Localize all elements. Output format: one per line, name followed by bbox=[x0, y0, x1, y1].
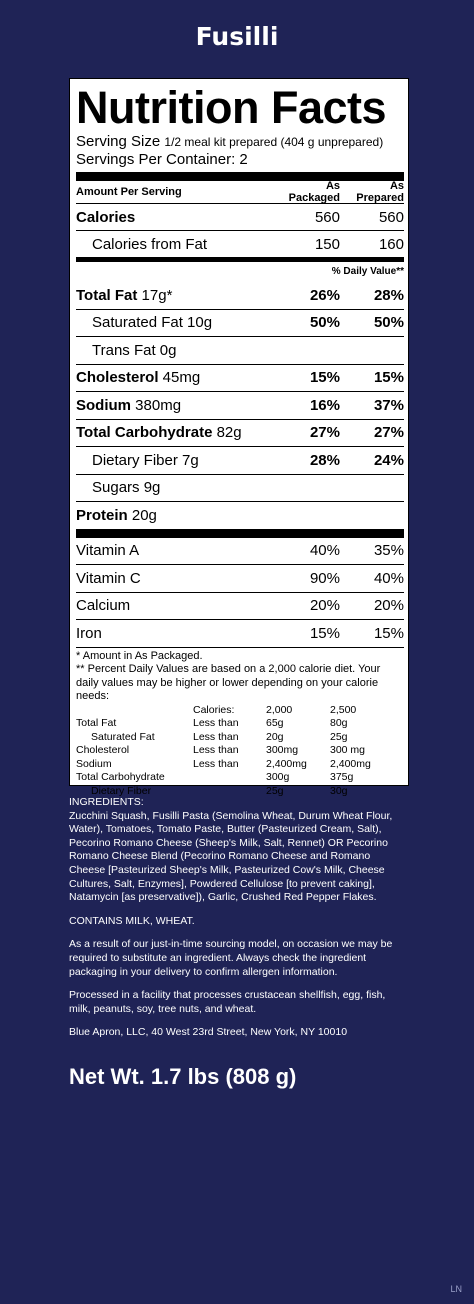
calories-fat-row bbox=[76, 230, 404, 257]
nutrition-facts-heading: Nutrition Facts bbox=[76, 82, 387, 133]
facility-note: Processed in a facility that processes crustacean shellfish, egg, fish, milk, peanuts, soy, tree nuts, and wheat. bbox=[69, 989, 386, 1015]
daily-values-cell: Less than bbox=[193, 744, 239, 757]
nutrient-amount: 10g bbox=[182, 314, 213, 332]
company-address: Blue Apron, LLC, 40 West 23rd Street, New York, NY 10010 bbox=[69, 1026, 348, 1039]
nutrient-label: Sugars bbox=[92, 479, 140, 497]
nutrient-name bbox=[76, 369, 272, 386]
nutrient-prepared-dv: 24% bbox=[373, 451, 404, 469]
nutrient-packaged-dv: 26% bbox=[309, 286, 340, 304]
daily-values-cell: Saturated Fat bbox=[91, 730, 155, 743]
daily-values-table bbox=[76, 704, 404, 799]
vitamin-row bbox=[76, 538, 404, 565]
nutrient-row bbox=[76, 309, 404, 337]
corner-mark: LN bbox=[450, 1284, 462, 1294]
nutrient-packaged-dv: 50% bbox=[309, 314, 340, 332]
vitamin-name: Vitamin C bbox=[76, 569, 141, 587]
nutrient-name bbox=[76, 314, 272, 331]
vitamin-prepared: 15% bbox=[373, 624, 404, 642]
nutrient-packaged-dv: 16% bbox=[309, 396, 340, 414]
amount-header bbox=[76, 181, 404, 203]
daily-value-header: % Daily Value** bbox=[331, 266, 404, 277]
nutrient-label: Dietary Fiber bbox=[92, 451, 178, 469]
ingredients-section bbox=[69, 796, 407, 1050]
nutrient-amount: 380mg bbox=[131, 396, 182, 414]
nutrient-label: Saturated Fat bbox=[92, 314, 183, 332]
daily-values-cell: Total Fat bbox=[76, 717, 117, 730]
nutrient-row bbox=[76, 336, 404, 364]
nutrient-amount: 9g bbox=[139, 479, 161, 497]
nutrient-packaged-dv: 28% bbox=[309, 451, 340, 469]
nutrient-name bbox=[76, 507, 272, 524]
daily-values-cell bbox=[193, 771, 266, 785]
nutrient-label: Total Fat bbox=[76, 286, 138, 304]
nutrient-name bbox=[76, 452, 272, 469]
nutrient-amount: 82g bbox=[212, 424, 242, 442]
nutrient-list bbox=[76, 282, 404, 529]
vitamin-name: Calcium bbox=[76, 597, 131, 615]
nutrient-row bbox=[76, 391, 404, 419]
nutrient-prepared-dv: 50% bbox=[373, 314, 404, 332]
nutrient-packaged-dv: 15% bbox=[309, 369, 340, 387]
nutrient-amount: 17g* bbox=[137, 286, 173, 304]
nutrient-row bbox=[76, 364, 404, 392]
nutrient-row bbox=[76, 474, 404, 502]
nutrition-label bbox=[69, 78, 409, 798]
serving-size-label: Serving Size bbox=[76, 133, 161, 150]
allergen-contains: CONTAINS MILK, WHEAT. bbox=[69, 914, 195, 927]
nutrient-label: Cholesterol bbox=[76, 369, 159, 387]
daily-values-cell: 2,400mg bbox=[266, 757, 307, 770]
vitamin-packaged: 90% bbox=[309, 569, 340, 587]
daily-values-cell: Less than bbox=[193, 730, 239, 743]
net-weight: Net Wt. 1.7 lbs (808 g) bbox=[69, 1064, 297, 1089]
nutrient-row bbox=[76, 446, 404, 474]
col-prepared: As Prepared bbox=[356, 180, 404, 204]
nutrient-row bbox=[76, 501, 404, 529]
calories-packaged: 560 bbox=[314, 208, 340, 226]
calories-fat-prepared: 160 bbox=[378, 235, 404, 253]
calories-label: Calories bbox=[76, 208, 136, 226]
daily-values-cell: Sodium bbox=[76, 757, 112, 770]
nutrient-amount: 7g bbox=[177, 451, 199, 469]
daily-values-cell: Cholesterol bbox=[76, 744, 130, 757]
vitamin-prepared: 20% bbox=[373, 597, 404, 615]
daily-values-cell: Total Carbohydrate bbox=[76, 771, 165, 784]
nutrient-name bbox=[76, 342, 272, 359]
vitamin-prepared: 35% bbox=[373, 542, 404, 560]
daily-values-cell: Less than bbox=[193, 717, 239, 730]
vitamin-packaged: 40% bbox=[309, 542, 340, 560]
nutrient-name bbox=[76, 287, 272, 304]
vitamin-prepared: 40% bbox=[373, 569, 404, 587]
daily-values-cell: 2,400mg bbox=[330, 757, 371, 770]
nutrient-amount: 45mg bbox=[158, 369, 201, 387]
calories-fat-label: Calories from Fat bbox=[92, 235, 208, 253]
divider-thick-2 bbox=[76, 529, 404, 538]
footnote-packaged: * Amount in As Packaged. bbox=[76, 649, 203, 662]
footnote-daily-values: ** Percent Daily Values are based on a 2,000 calorie diet. Your daily values may be higher or lower depending on your calorie needs: bbox=[76, 663, 381, 702]
serving-size bbox=[76, 133, 404, 151]
daily-values-cell: Dietary Fiber bbox=[91, 785, 152, 798]
sourcing-note: As a result of our just-in-time sourcing model, on occasion we may be required to substitute an ingredient. Always check the ingredient packaging in your delivery to confirm allergen information. bbox=[69, 938, 393, 978]
nutrient-amount: 0g bbox=[155, 341, 177, 359]
daily-values-cell: 25g bbox=[330, 730, 348, 743]
serving-size-value: 1/2 meal kit prepared (404 g unprepared) bbox=[164, 135, 384, 149]
daily-values-cell: 65g bbox=[266, 717, 284, 730]
nutrient-prepared-dv: 15% bbox=[373, 369, 404, 387]
vitamin-list bbox=[76, 538, 404, 647]
servings-per-container: Servings Per Container: 2 bbox=[76, 151, 248, 168]
daily-values-cell: 375g bbox=[330, 771, 354, 784]
product-title: Fusilli bbox=[195, 22, 279, 51]
nutrient-name bbox=[76, 424, 272, 441]
nutrient-label: Sodium bbox=[76, 396, 131, 414]
calories-row bbox=[76, 203, 404, 230]
vitamin-packaged: 15% bbox=[309, 624, 340, 642]
calories-prepared: 560 bbox=[378, 208, 404, 226]
vitamin-packaged: 20% bbox=[309, 597, 340, 615]
ingredients-heading: INGREDIENTS: bbox=[69, 796, 144, 808]
calories-fat-packaged: 150 bbox=[314, 235, 340, 253]
daily-values-cell: 80g bbox=[330, 717, 348, 730]
vitamin-name: Iron bbox=[76, 624, 102, 642]
nutrient-amount: 20g bbox=[127, 506, 157, 524]
nutrient-packaged-dv: 27% bbox=[309, 424, 340, 442]
nutrient-row bbox=[76, 282, 404, 309]
nutrient-row bbox=[76, 419, 404, 447]
vitamin-row bbox=[76, 564, 404, 592]
daily-values-cell: 30g bbox=[330, 785, 348, 798]
nutrient-prepared-dv: 28% bbox=[373, 286, 404, 304]
daily-values-cell bbox=[76, 704, 193, 718]
daily-values-cell: 300g bbox=[266, 771, 290, 784]
amount-per-serving: Amount Per Serving bbox=[76, 186, 182, 198]
nutrient-label: Trans Fat bbox=[92, 341, 156, 359]
nutrient-label: Total Carbohydrate bbox=[76, 424, 213, 442]
daily-values-cell: Calories: bbox=[193, 703, 235, 716]
daily-values-cell: 25g bbox=[266, 785, 284, 798]
nutrient-name bbox=[76, 479, 272, 496]
daily-values-cell: 300mg bbox=[266, 744, 299, 757]
vitamin-row bbox=[76, 592, 404, 620]
daily-values-cell: 2,000 bbox=[266, 703, 293, 716]
nutrient-prepared-dv: 37% bbox=[373, 396, 404, 414]
ingredients-text: Zucchini Squash, Fusilli Pasta (Semolina Wheat, Durum Wheat Flour, Water), Tomatoes, Tomato Paste, Butter (Pasteurized Cream, Salt), Pecorino Romano Cheese (Sheep's Milk, Salt, Rennet) OR Pecorino Romano Cheese Blend (Pecorino Romano Cheese and Romano Cheese [Pasteurized Sheep's Milk, Pasteurized Cow's Milk, Cheese Cultures, Salt, Enzymes], Powdered Cellulose [to prevent caking], Natamycin [as preservative]), Garlic, Crushed Red Pepper Flakes. bbox=[69, 809, 393, 904]
daily-values-cell: 2,500 bbox=[330, 703, 357, 716]
vitamin-row bbox=[76, 619, 404, 647]
nutrient-prepared-dv: 27% bbox=[373, 424, 404, 442]
daily-values-cell: 20g bbox=[266, 730, 284, 743]
daily-values-cell: 300 mg bbox=[330, 744, 366, 757]
nutrient-label: Protein bbox=[76, 506, 128, 524]
nutrient-name bbox=[76, 397, 272, 414]
col-packaged: As Packaged bbox=[288, 180, 340, 204]
vitamin-name: Vitamin A bbox=[76, 542, 140, 560]
daily-values-cell: Less than bbox=[193, 757, 239, 770]
